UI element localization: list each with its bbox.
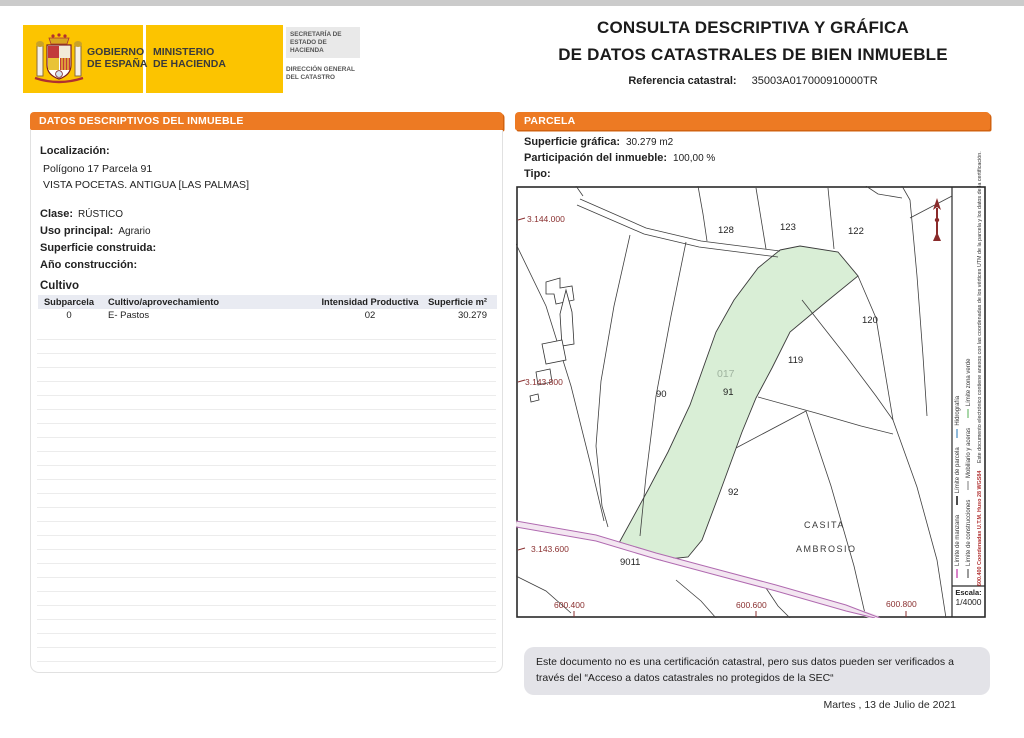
direccion-label: DIRECCIÓN GENERAL DEL CATASTRO	[286, 66, 355, 81]
document-date: Martes , 13 de Julio de 2021	[823, 699, 956, 711]
map-legend	[952, 151, 985, 586]
utm-note: 600.400 Coordenadas U.T.M. Huso 28 WGS84	[977, 470, 983, 586]
limite-construcciones-swatch	[967, 569, 969, 578]
parcela-header: PARCELA	[515, 112, 990, 130]
col-intensidad: Intensidad Productiva	[321, 297, 419, 307]
limite-construcciones-label: Límite de construcciones	[966, 499, 972, 566]
superficie-grafica-label: Superficie gráfica:	[524, 136, 620, 148]
mobiliario-swatch	[967, 481, 969, 490]
doc-note: Este documento electrónico contiene anexos con las coordenadas de los vértices UTM de la parcela y los datos de la certificación.	[977, 151, 983, 464]
ministerio-label-line2: DE HACIENDA	[153, 58, 226, 70]
limite-manzana-label: Límite de manzana	[955, 514, 961, 566]
cell-intensidad: 02	[364, 310, 376, 321]
ministerio-label-line1: MINISTERIO	[153, 46, 215, 58]
coord-x3: 600.800	[886, 599, 917, 609]
coord-x1: 600.400	[554, 600, 585, 610]
legend-row-2	[964, 188, 975, 586]
datos-descriptivos-body	[30, 130, 503, 673]
parcel-label-122: 122	[848, 226, 864, 237]
datos-descriptivos-panel	[30, 112, 503, 673]
ano-construccion-label: Año construcción:	[40, 259, 138, 271]
place-casita: CASITA	[804, 520, 845, 530]
coord-y2: 3.143.800	[525, 377, 563, 387]
subparcel-label-017: 017	[717, 368, 735, 380]
cultivo-table	[38, 295, 497, 323]
gobierno-label-line2: DE ESPAÑA	[87, 58, 148, 70]
localizacion-line2: VISTA POCETAS. ANTIGUA [LAS PALMAS]	[43, 179, 249, 191]
document-title	[512, 18, 994, 87]
title-line1: CONSULTA DESCRIPTIVA Y GRÁFICA	[596, 18, 910, 37]
parcel-label-120: 120	[862, 315, 878, 326]
parcel-label-123: 123	[780, 222, 796, 233]
cell-cultivo: E- Pastos	[108, 310, 150, 321]
uso-principal-label: Uso principal:	[40, 225, 114, 237]
ref-catastral-value: 35003A017000910000TR	[751, 75, 878, 87]
parcela-panel	[515, 112, 990, 180]
zona-verde-label: Límite zona verde	[966, 358, 972, 407]
parcel-label-91: 91	[723, 387, 734, 398]
cell-subparcela: 0	[66, 310, 72, 321]
parcel-label-90: 90	[656, 389, 667, 400]
col-cultivo: Cultivo/aprovechamiento	[108, 297, 220, 307]
participacion-value: 100,00 %	[673, 153, 716, 164]
hidrografia-label: Hidrografía	[955, 395, 961, 426]
secretaria-label: SECRETARÍA DE ESTADO DE HACIENDA	[286, 27, 360, 58]
hidrografia-swatch	[956, 429, 958, 438]
cadastral-map	[516, 186, 986, 618]
coord-x2: 600.600	[736, 600, 767, 610]
limite-parcela-swatch	[956, 496, 958, 505]
coord-y1: 3.144.000	[527, 214, 565, 224]
cell-superficie: 30.279	[457, 310, 487, 321]
limite-manzana-swatch	[956, 569, 958, 578]
gobierno-label-line1: GOBIERNO	[87, 46, 145, 58]
scan-edge	[0, 0, 1024, 6]
col-superficie: Superficie m²	[428, 297, 487, 307]
cultivo-title: Cultivo	[40, 280, 79, 292]
parcel-label-128: 128	[718, 225, 734, 236]
clase-value: RÚSTICO	[78, 209, 124, 220]
legend-notes	[975, 151, 985, 586]
mobiliario-label: Mobiliario y aceras	[966, 427, 972, 478]
ref-catastral-label: Referencia catastral:	[628, 75, 737, 87]
legend-row-1	[953, 188, 964, 586]
road-label-9011: 9011	[620, 557, 641, 568]
certification-note: Este documento no es una certificación catastral, pero sus datos pueden ser verificados a través del “Acceso a datos catastrales no protegidos de la SEC“	[524, 647, 990, 695]
table-row	[38, 309, 497, 323]
parcel-label-92: 92	[728, 487, 739, 498]
coord-y3: 3.143.600	[531, 544, 569, 554]
escala-label: Escala:	[955, 588, 982, 597]
gobierno-logo	[23, 25, 283, 93]
place-ambrosio: AMBROSIO	[796, 544, 857, 554]
escala-value: 1/4000	[955, 597, 982, 607]
localizacion-label: Localización:	[40, 145, 110, 157]
uso-principal-value: Agrario	[118, 226, 151, 237]
localizacion-line1: Polígono 17 Parcela 91	[43, 163, 153, 175]
empty-ruled-rows	[37, 326, 496, 662]
scale-box	[953, 588, 984, 616]
limite-parcela-label: Límite de parcela	[955, 447, 961, 494]
superficie-construida-label: Superficie construida:	[40, 242, 157, 254]
parcel-label-119: 119	[788, 355, 804, 366]
tipo-label: Tipo:	[524, 168, 551, 180]
participacion-label: Participación del inmueble:	[524, 152, 668, 164]
title-line2: DE DATOS CATASTRALES DE BIEN INMUEBLE	[558, 45, 948, 64]
zona-verde-swatch	[967, 409, 969, 418]
clase-label: Clase:	[40, 208, 74, 220]
col-subparcela: Subparcela	[43, 297, 95, 307]
cultivo-table-header	[38, 295, 497, 309]
spain-coat-of-arms-icon	[31, 30, 87, 88]
datos-descriptivos-header: DATOS DESCRIPTIVOS DEL INMUEBLE	[30, 112, 503, 130]
superficie-grafica-value: 30.279 m2	[625, 137, 674, 148]
